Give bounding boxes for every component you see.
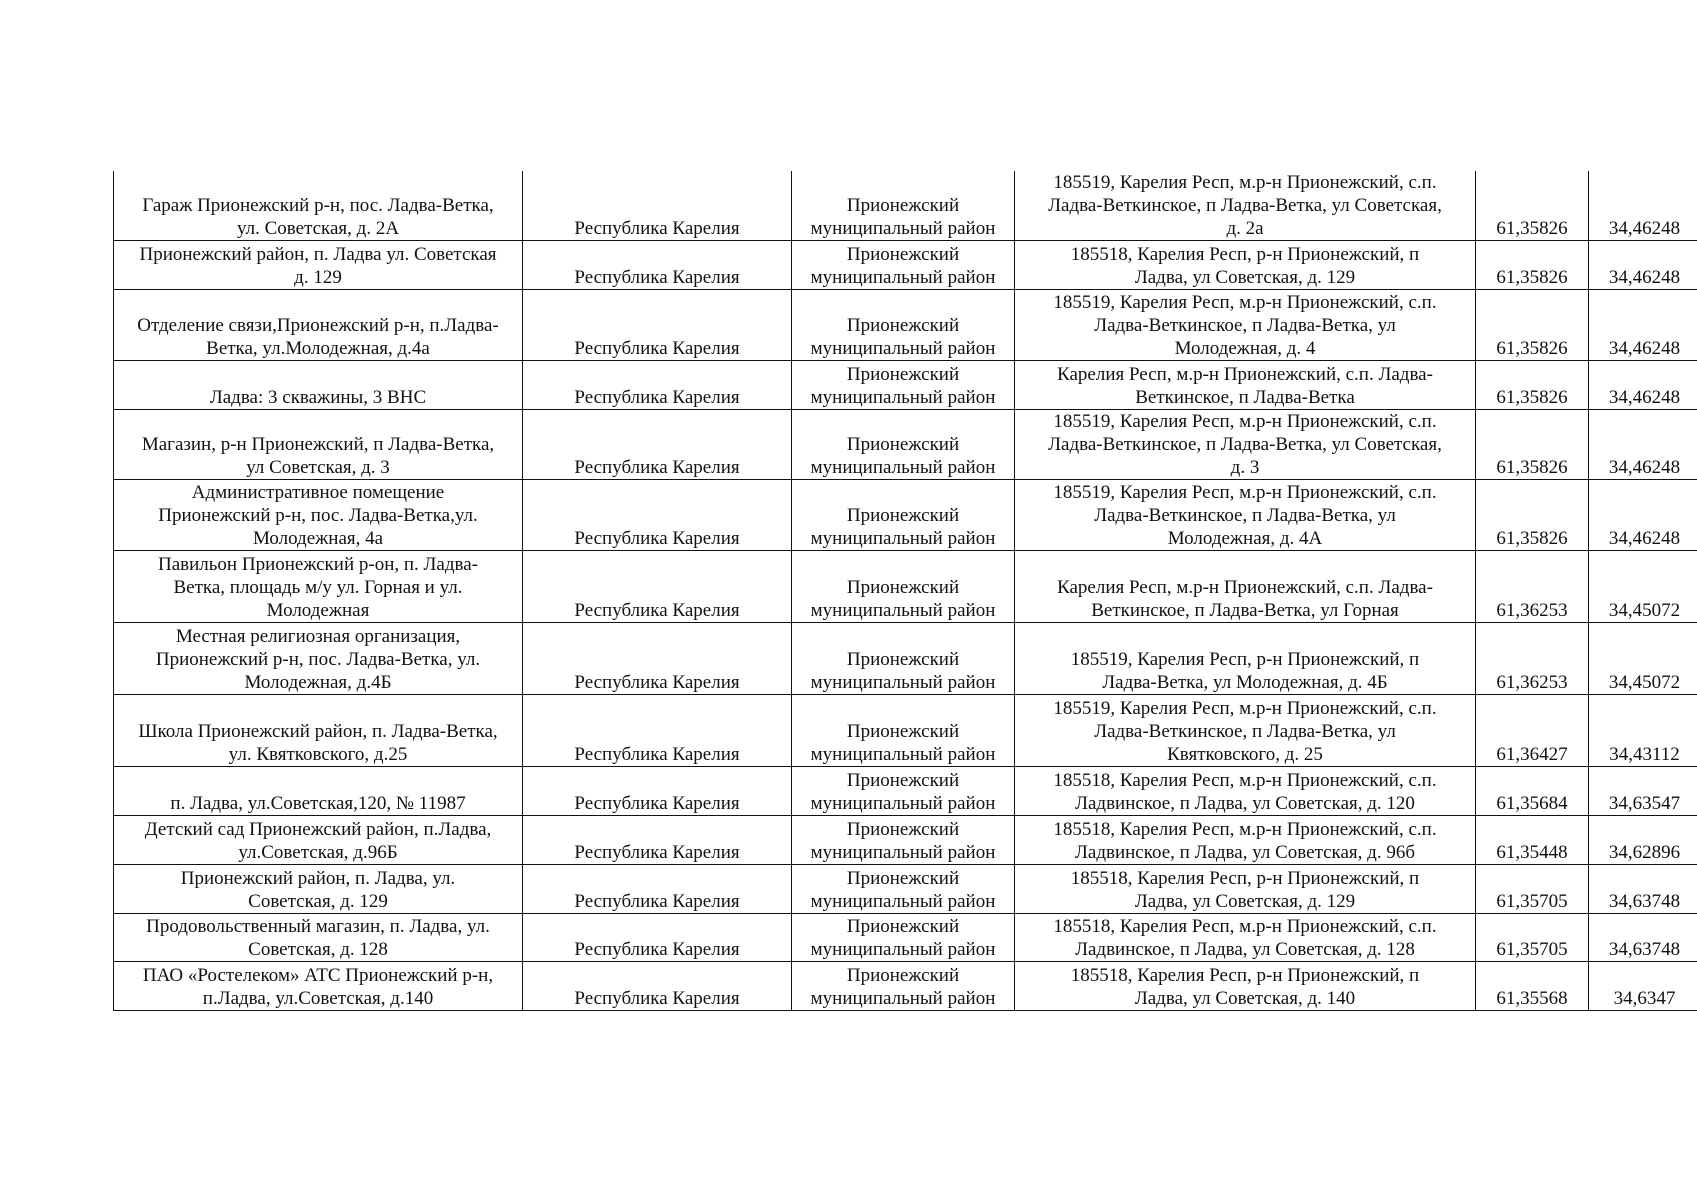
address-cell (1015, 410, 1476, 480)
longitude-cell-text: 34,63547 (1608, 793, 1681, 814)
longitude-cell (1589, 865, 1697, 914)
latitude-cell (1476, 695, 1589, 767)
address-cell (1015, 623, 1476, 695)
longitude-cell-text: 34,46248 (1608, 218, 1681, 239)
region-cell (523, 361, 792, 410)
district-cell (792, 623, 1015, 695)
latitude-cell (1476, 480, 1589, 551)
region-cell-text: Республика Карелия (574, 528, 740, 549)
latitude-cell-text: 61,36253 (1496, 600, 1568, 621)
objects-table (113, 171, 1697, 1011)
object-name-cell-text: Административное помещение Прионежский р-н, пос. Ладва-Ветка,ул. Молодежная, 4а (158, 482, 478, 549)
table-row (114, 361, 1697, 410)
address-cell-text: 185519, Карелия Респ, м.р-н Прионежский, с.п. Ладва-Веткинское, п Ладва-Ветка, ул Советская, д. 3 (1048, 411, 1442, 478)
address-cell-text: 185519, Карелия Респ, м.р-н Прионежский, с.п. Ладва-Веткинское, п Ладва-Ветка, ул Квятковского, д. 25 (1053, 698, 1437, 765)
object-name-cell (114, 767, 523, 816)
table-row (114, 623, 1697, 695)
region-cell (523, 241, 792, 290)
district-cell-text: Прионежский муниципальный район (810, 577, 996, 621)
object-name-cell (114, 865, 523, 914)
longitude-cell (1589, 361, 1697, 410)
district-cell-text: Прионежский муниципальный район (810, 434, 996, 478)
longitude-cell (1589, 962, 1697, 1011)
address-cell-text: 185519, Карелия Респ, м.р-н Прионежский, с.п. Ладва-Веткинское, п Ладва-Ветка, ул Молодежная, д. 4 (1053, 292, 1437, 359)
district-cell (792, 410, 1015, 480)
latitude-cell (1476, 623, 1589, 695)
latitude-cell-text: 61,35448 (1496, 842, 1568, 863)
region-cell (523, 962, 792, 1011)
table-row (114, 290, 1697, 361)
address-cell (1015, 767, 1476, 816)
region-cell-text: Республика Карелия (574, 672, 740, 693)
object-name-cell (114, 241, 523, 290)
longitude-cell (1589, 551, 1697, 623)
region-cell (523, 623, 792, 695)
longitude-cell-text: 34,45072 (1608, 672, 1681, 693)
longitude-cell (1589, 410, 1697, 480)
address-cell (1015, 914, 1476, 962)
object-name-cell (114, 623, 523, 695)
region-cell-text: Республика Карелия (574, 939, 740, 960)
district-cell-text: Прионежский муниципальный район (810, 770, 996, 814)
object-name-cell (114, 816, 523, 865)
address-cell (1015, 171, 1476, 241)
region-cell (523, 767, 792, 816)
latitude-cell-text: 61,35568 (1496, 988, 1568, 1009)
table-row (114, 962, 1697, 1011)
latitude-cell-text: 61,35826 (1496, 218, 1568, 239)
region-cell (523, 171, 792, 241)
object-name-cell (114, 914, 523, 962)
table-row (114, 816, 1697, 865)
address-cell (1015, 816, 1476, 865)
region-cell-text: Республика Карелия (574, 600, 740, 621)
object-name-cell-text: Местная религиозная организация, Прионежский р-н, пос. Ладва-Ветка, ул. Молодежная, д.4Б (155, 626, 481, 693)
object-name-cell (114, 962, 523, 1011)
object-name-cell-text: Продовольственный магазин, п. Ладва, ул. Советская, д. 128 (146, 916, 490, 960)
district-cell (792, 361, 1015, 410)
district-cell-text: Прионежский муниципальный район (810, 505, 996, 549)
address-cell-text: 185518, Карелия Респ, р-н Прионежский, п Ладва, ул Советская, д. 129 (1070, 244, 1420, 288)
region-cell-text: Республика Карелия (574, 842, 740, 863)
longitude-cell (1589, 914, 1697, 962)
object-name-cell-text: п. Ладва, ул.Советская,120, № 11987 (170, 793, 466, 814)
latitude-cell-text: 61,36427 (1496, 744, 1568, 765)
address-cell-text: 185519, Карелия Респ, м.р-н Прионежский, с.п. Ладва-Веткинское, п Ладва-Ветка, ул Молодежная, д. 4А (1053, 482, 1437, 549)
table-row (114, 410, 1697, 480)
address-cell (1015, 290, 1476, 361)
longitude-cell-text: 34,46248 (1608, 457, 1681, 478)
longitude-cell-text: 34,43112 (1609, 744, 1680, 765)
address-cell-text: 185518, Карелия Респ, м.р-н Прионежский, с.п. Ладвинское, п Ладва, ул Советская, д. 120 (1053, 770, 1437, 814)
address-cell-text: Карелия Респ, м.р-н Прионежский, с.п. Ладва- Веткинское, п Ладва-Ветка (1057, 364, 1433, 408)
latitude-cell (1476, 241, 1589, 290)
district-cell-text: Прионежский муниципальный район (810, 364, 996, 408)
longitude-cell (1589, 241, 1697, 290)
longitude-cell (1589, 171, 1697, 241)
region-cell-text: Республика Карелия (574, 891, 740, 912)
address-cell-text: 185518, Карелия Респ, м.р-н Прионежский, с.п. Ладвинское, п Ладва, ул Советская, д. 128 (1053, 916, 1437, 960)
latitude-cell (1476, 914, 1589, 962)
object-name-cell (114, 171, 523, 241)
latitude-cell-text: 61,35705 (1496, 891, 1568, 912)
longitude-cell-text: 34,45072 (1608, 600, 1681, 621)
table-row (114, 914, 1697, 962)
longitude-cell-text: 34,46248 (1608, 267, 1681, 288)
district-cell-text: Прионежский муниципальный район (810, 868, 996, 912)
table-row (114, 551, 1697, 623)
latitude-cell-text: 61,35826 (1496, 528, 1568, 549)
district-cell-text: Прионежский муниципальный район (810, 315, 996, 359)
region-cell (523, 480, 792, 551)
region-cell-text: Республика Карелия (574, 457, 740, 478)
address-cell-text: 185519, Карелия Респ, м.р-н Прионежский, с.п. Ладва-Веткинское, п Ладва-Ветка, ул Советская, д. 2а (1048, 172, 1442, 239)
address-cell (1015, 480, 1476, 551)
region-cell (523, 865, 792, 914)
region-cell (523, 290, 792, 361)
district-cell (792, 171, 1015, 241)
district-cell (792, 551, 1015, 623)
address-cell-text: Карелия Респ, м.р-н Прионежский, с.п. Ладва- Веткинское, п Ладва-Ветка, ул Горная (1057, 577, 1433, 621)
address-cell (1015, 361, 1476, 410)
address-cell-text: 185518, Карелия Респ, м.р-н Прионежский, с.п. Ладвинское, п Ладва, ул Советская, д. 96б (1053, 819, 1437, 863)
region-cell (523, 410, 792, 480)
latitude-cell (1476, 816, 1589, 865)
region-cell (523, 914, 792, 962)
address-cell (1015, 865, 1476, 914)
address-cell (1015, 962, 1476, 1011)
longitude-cell (1589, 480, 1697, 551)
region-cell-text: Республика Карелия (574, 267, 740, 288)
address-cell-text: 185518, Карелия Респ, р-н Прионежский, п Ладва, ул Советская, д. 129 (1070, 868, 1420, 912)
district-cell-text: Прионежский муниципальный район (810, 244, 996, 288)
object-name-cell-text: Прионежский район, п. Ладва ул. Советская д. 129 (139, 244, 497, 288)
table-row (114, 695, 1697, 767)
longitude-cell (1589, 623, 1697, 695)
object-name-cell-text: Ладва: 3 скважины, 3 ВНС (209, 387, 427, 408)
region-cell (523, 551, 792, 623)
longitude-cell-text: 34,62896 (1608, 842, 1681, 863)
district-cell-text: Прионежский муниципальный район (810, 819, 996, 863)
longitude-cell (1589, 767, 1697, 816)
latitude-cell-text: 61,35826 (1496, 457, 1568, 478)
region-cell-text: Республика Карелия (574, 387, 740, 408)
address-cell (1015, 551, 1476, 623)
address-cell (1015, 695, 1476, 767)
table-row (114, 865, 1697, 914)
district-cell-text: Прионежский муниципальный район (810, 965, 996, 1009)
district-cell (792, 241, 1015, 290)
latitude-cell-text: 61,36253 (1496, 672, 1568, 693)
district-cell (792, 695, 1015, 767)
latitude-cell (1476, 361, 1589, 410)
latitude-cell (1476, 767, 1589, 816)
object-name-cell-text: Павильон Прионежский р-он, п. Ладва- Ветка, площадь м/у ул. Горная и ул. Молодежная (157, 554, 478, 621)
region-cell-text: Республика Карелия (574, 338, 740, 359)
longitude-cell-text: 34,63748 (1608, 939, 1681, 960)
latitude-cell (1476, 290, 1589, 361)
district-cell (792, 767, 1015, 816)
object-name-cell-text: Детский сад Прионежский район, п.Ладва, ул.Советская, д.96Б (144, 819, 492, 863)
district-cell (792, 865, 1015, 914)
region-cell (523, 695, 792, 767)
district-cell (792, 816, 1015, 865)
table-row (114, 171, 1697, 241)
latitude-cell (1476, 410, 1589, 480)
object-name-cell-text: ПАО «Ростелеком» АТС Прионежский р-н, п.Ладва, ул.Советская, д.140 (142, 965, 494, 1009)
longitude-cell-text: 34,46248 (1608, 387, 1681, 408)
latitude-cell-text: 61,35826 (1496, 338, 1568, 359)
district-cell (792, 962, 1015, 1011)
object-name-cell (114, 361, 523, 410)
address-cell (1015, 241, 1476, 290)
district-cell (792, 914, 1015, 962)
address-cell-text: 185519, Карелия Респ, р-н Прионежский, п Ладва-Ветка, ул Молодежная, д. 4Б (1070, 649, 1420, 693)
district-cell-text: Прионежский муниципальный район (810, 195, 996, 239)
latitude-cell (1476, 171, 1589, 241)
longitude-cell-text: 34,63748 (1608, 891, 1681, 912)
object-name-cell (114, 551, 523, 623)
district-cell-text: Прионежский муниципальный район (810, 649, 996, 693)
object-name-cell (114, 290, 523, 361)
latitude-cell-text: 61,35705 (1496, 939, 1568, 960)
latitude-cell (1476, 551, 1589, 623)
longitude-cell-text: 34,46248 (1608, 528, 1681, 549)
district-cell (792, 480, 1015, 551)
district-cell (792, 290, 1015, 361)
longitude-cell-text: 34,46248 (1608, 338, 1681, 359)
latitude-cell (1476, 865, 1589, 914)
longitude-cell (1589, 290, 1697, 361)
object-name-cell-text: Гараж Прионежский р-н, пос. Ладва-Ветка, ул. Советская, д. 2А (142, 195, 494, 239)
latitude-cell-text: 61,35826 (1496, 387, 1568, 408)
object-name-cell-text: Магазин, р-н Прионежский, п Ладва-Ветка, ул Советская, д. 3 (141, 434, 495, 478)
region-cell-text: Республика Карелия (574, 218, 740, 239)
objects-table-body (114, 171, 1697, 1011)
district-cell-text: Прионежский муниципальный район (810, 916, 996, 960)
longitude-cell-text: 34,6347 (1613, 988, 1676, 1009)
table-row (114, 767, 1697, 816)
object-name-cell-text: Прионежский район, п. Ладва, ул. Советская, д. 129 (180, 868, 456, 912)
object-name-cell-text: Отделение связи,Прионежский р-н, п.Ладва- Ветка, ул.Молодежная, д.4а (137, 315, 499, 359)
longitude-cell (1589, 816, 1697, 865)
latitude-cell-text: 61,35826 (1496, 267, 1568, 288)
region-cell (523, 816, 792, 865)
object-name-cell (114, 410, 523, 480)
object-name-cell (114, 695, 523, 767)
latitude-cell (1476, 962, 1589, 1011)
object-name-cell-text: Школа Прионежский район, п. Ладва-Ветка, ул. Квятковского, д.25 (138, 721, 498, 765)
region-cell-text: Республика Карелия (574, 744, 740, 765)
region-cell-text: Республика Карелия (574, 988, 740, 1009)
object-name-cell (114, 480, 523, 551)
district-cell-text: Прионежский муниципальный район (810, 721, 996, 765)
table-row (114, 241, 1697, 290)
longitude-cell (1589, 695, 1697, 767)
address-cell-text: 185518, Карелия Респ, р-н Прионежский, п Ладва, ул Советская, д. 140 (1070, 965, 1420, 1009)
region-cell-text: Республика Карелия (574, 793, 740, 814)
table-row (114, 480, 1697, 551)
latitude-cell-text: 61,35684 (1496, 793, 1568, 814)
